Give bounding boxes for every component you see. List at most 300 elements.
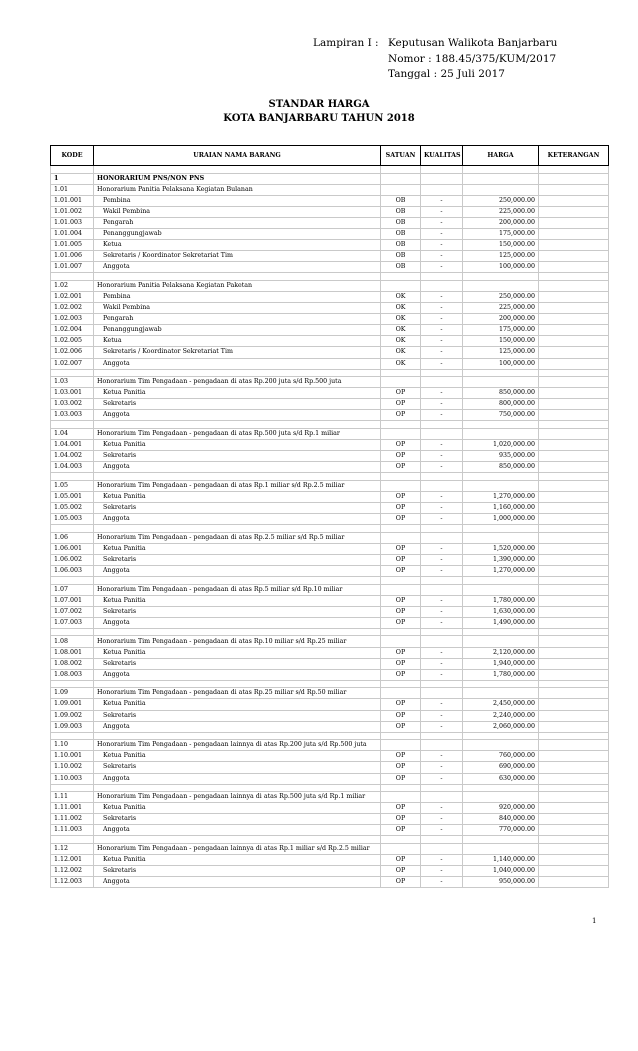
unit-cell: OB xyxy=(381,217,421,228)
price-cell: 770,000.00 xyxy=(463,825,539,836)
kode-cell: 1.02.001 xyxy=(51,291,94,302)
empty-cell xyxy=(463,836,539,844)
empty-cell xyxy=(94,166,381,174)
table-spacer-row xyxy=(51,628,609,636)
description-cell: Anggota xyxy=(94,773,381,784)
keterangan-cell xyxy=(539,314,609,325)
keterangan-cell xyxy=(539,855,609,866)
keterangan-cell xyxy=(539,451,609,462)
quality-cell: - xyxy=(421,325,463,336)
unit-cell xyxy=(381,584,421,595)
kode-cell: 1.04.001 xyxy=(51,440,94,451)
description-cell: Honorarium Tim Pengadaan - pengadaan di atas Rp.200 juta s/d Rp.500 juta xyxy=(94,377,381,388)
unit-cell: OP xyxy=(381,721,421,732)
price-cell: 100,000.00 xyxy=(463,262,539,273)
description-cell: HONORARIUM PNS/NON PNS xyxy=(94,173,381,184)
unit-cell: OP xyxy=(381,399,421,410)
kode-cell: 1.03.003 xyxy=(51,410,94,421)
empty-cell xyxy=(421,836,463,844)
table-row xyxy=(51,217,609,228)
description-cell: Ketua xyxy=(94,240,381,251)
price-cell: 750,000.00 xyxy=(463,410,539,421)
description-cell: Sekretaris xyxy=(94,710,381,721)
description-cell: Sekretaris xyxy=(94,814,381,825)
description-cell: Wakil Pembina xyxy=(94,303,381,314)
keterangan-cell xyxy=(539,710,609,721)
header-kualitas: KUALITAS xyxy=(421,146,463,166)
table-row xyxy=(51,554,609,565)
unit-cell: OP xyxy=(381,803,421,814)
unit-cell: OP xyxy=(381,462,421,473)
empty-cell xyxy=(539,628,609,636)
kode-cell: 1.10.003 xyxy=(51,773,94,784)
quality-cell: - xyxy=(421,710,463,721)
kode-cell: 1.12.001 xyxy=(51,855,94,866)
quality-cell xyxy=(421,636,463,647)
keterangan-cell xyxy=(539,184,609,195)
description-cell: Honorarium Tim Pengadaan - pengadaan di atas Rp.25 miliar s/d Rp.50 miliar xyxy=(94,688,381,699)
unit-cell: OB xyxy=(381,251,421,262)
empty-cell xyxy=(94,369,381,377)
table-row xyxy=(51,440,609,451)
description-cell: Ketua Panitia xyxy=(94,388,381,399)
quality-cell: - xyxy=(421,803,463,814)
kode-cell: 1.10.001 xyxy=(51,751,94,762)
keterangan-cell xyxy=(539,647,609,658)
empty-cell xyxy=(463,369,539,377)
description-cell: Honorarium Tim Pengadaan - pengadaan lainnya di atas Rp.1 miliar s/d Rp.2.5 miliar xyxy=(94,843,381,854)
price-cell: 150,000.00 xyxy=(463,336,539,347)
quality-cell: - xyxy=(421,606,463,617)
empty-cell xyxy=(381,784,421,792)
price-cell: 2,120,000.00 xyxy=(463,647,539,658)
price-cell xyxy=(463,688,539,699)
price-cell xyxy=(463,792,539,803)
table-row xyxy=(51,721,609,732)
quality-cell: - xyxy=(421,554,463,565)
description-cell: Honorarium Panitia Pelaksana Kegiatan Paketan xyxy=(94,280,381,291)
table-row xyxy=(51,491,609,502)
quality-cell: - xyxy=(421,877,463,888)
price-cell: 1,020,000.00 xyxy=(463,440,539,451)
description-cell: Ketua Panitia xyxy=(94,543,381,554)
quality-cell: - xyxy=(421,410,463,421)
unit-cell xyxy=(381,740,421,751)
keterangan-cell xyxy=(539,514,609,525)
kode-cell: 1.07.003 xyxy=(51,617,94,628)
quality-cell: - xyxy=(421,491,463,502)
empty-cell xyxy=(381,836,421,844)
kode-cell: 1.08.001 xyxy=(51,647,94,658)
description-cell: Wakil Pembina xyxy=(94,206,381,217)
keterangan-cell xyxy=(539,262,609,273)
kode-cell: 1.06.001 xyxy=(51,543,94,554)
kode-cell: 1.07.001 xyxy=(51,595,94,606)
price-cell: 2,450,000.00 xyxy=(463,699,539,710)
empty-cell xyxy=(539,784,609,792)
keterangan-cell xyxy=(539,173,609,184)
keterangan-cell xyxy=(539,543,609,554)
price-cell: 800,000.00 xyxy=(463,399,539,410)
description-cell: Ketua Panitia xyxy=(94,595,381,606)
kode-cell: 1.06.003 xyxy=(51,566,94,577)
empty-cell xyxy=(94,628,381,636)
keterangan-cell xyxy=(539,347,609,358)
empty-cell xyxy=(94,421,381,429)
empty-cell xyxy=(421,680,463,688)
empty-cell xyxy=(51,421,94,429)
empty-cell xyxy=(51,577,94,585)
table-row xyxy=(51,291,609,302)
description-cell: Sekretaris xyxy=(94,503,381,514)
kode-cell: 1.02.007 xyxy=(51,358,94,369)
price-cell: 2,240,000.00 xyxy=(463,710,539,721)
table-row xyxy=(51,462,609,473)
price-cell xyxy=(463,480,539,491)
price-cell: 850,000.00 xyxy=(463,462,539,473)
table-row xyxy=(51,606,609,617)
description-cell: Pengarah xyxy=(94,217,381,228)
table-row xyxy=(51,814,609,825)
keterangan-cell xyxy=(539,699,609,710)
document-title: STANDAR HARGA xyxy=(268,99,370,110)
unit-cell: OP xyxy=(381,440,421,451)
price-cell: 1,630,000.00 xyxy=(463,606,539,617)
unit-cell xyxy=(381,377,421,388)
unit-cell: OP xyxy=(381,388,421,399)
unit-cell: OP xyxy=(381,491,421,502)
group-header-row xyxy=(51,428,609,439)
kode-cell: 1.02 xyxy=(51,280,94,291)
description-cell: Anggota xyxy=(94,877,381,888)
quality-cell: - xyxy=(421,291,463,302)
kode-cell: 1.09 xyxy=(51,688,94,699)
empty-cell xyxy=(463,680,539,688)
lampiran-colon: : xyxy=(375,37,379,49)
table-spacer-row xyxy=(51,273,609,281)
unit-cell: OP xyxy=(381,710,421,721)
group-header-row xyxy=(51,377,609,388)
kode-cell: 1.10 xyxy=(51,740,94,751)
category-row xyxy=(51,173,609,184)
keterangan-cell xyxy=(539,606,609,617)
quality-cell xyxy=(421,480,463,491)
quality-cell: - xyxy=(421,751,463,762)
empty-cell xyxy=(51,473,94,481)
empty-cell xyxy=(463,166,539,174)
price-cell: 1,780,000.00 xyxy=(463,595,539,606)
lampiran-row xyxy=(313,36,557,52)
kode-cell: 1.01.001 xyxy=(51,195,94,206)
table-row xyxy=(51,658,609,669)
empty-cell xyxy=(463,273,539,281)
price-cell: 250,000.00 xyxy=(463,291,539,302)
description-cell: Pengarah xyxy=(94,314,381,325)
unit-cell: OB xyxy=(381,206,421,217)
quality-cell: - xyxy=(421,617,463,628)
table-row xyxy=(51,647,609,658)
price-cell: 175,000.00 xyxy=(463,228,539,239)
unit-cell: OP xyxy=(381,410,421,421)
kode-cell: 1.03.002 xyxy=(51,399,94,410)
kode-cell: 1.08.003 xyxy=(51,669,94,680)
keterangan-cell xyxy=(539,228,609,239)
price-cell: 935,000.00 xyxy=(463,451,539,462)
unit-cell: OP xyxy=(381,658,421,669)
description-cell: Sekretaris xyxy=(94,658,381,669)
description-cell: Sekretaris xyxy=(94,554,381,565)
lampiran-block xyxy=(313,36,557,83)
description-cell: Penanggungjawab xyxy=(94,325,381,336)
description-cell: Anggota xyxy=(94,262,381,273)
price-cell xyxy=(463,843,539,854)
nomor-row xyxy=(313,52,557,68)
quality-cell: - xyxy=(421,451,463,462)
keterangan-cell xyxy=(539,377,609,388)
empty-cell xyxy=(421,577,463,585)
table-spacer-row xyxy=(51,369,609,377)
table-row xyxy=(51,617,609,628)
group-header-row xyxy=(51,584,609,595)
description-cell: Honorarium Tim Pengadaan - pengadaan di atas Rp.500 juta s/d Rp.1 miliar xyxy=(94,428,381,439)
unit-cell: OP xyxy=(381,451,421,462)
description-cell: Ketua Panitia xyxy=(94,440,381,451)
description-cell: Honorarium Tim Pengadaan - pengadaan lainnya di atas Rp.500 juta s/d Rp.1 miliar xyxy=(94,792,381,803)
keterangan-cell xyxy=(539,217,609,228)
keterangan-cell xyxy=(539,721,609,732)
empty-cell xyxy=(463,577,539,585)
price-cell: 225,000.00 xyxy=(463,206,539,217)
empty-cell xyxy=(463,473,539,481)
quality-cell: - xyxy=(421,503,463,514)
keterangan-cell xyxy=(539,195,609,206)
quality-cell: - xyxy=(421,336,463,347)
quality-cell: - xyxy=(421,773,463,784)
header-keterangan: KETERANGAN xyxy=(539,146,609,166)
unit-cell: OP xyxy=(381,617,421,628)
empty-cell xyxy=(51,680,94,688)
table-row xyxy=(51,240,609,251)
kode-cell: 1.01.003 xyxy=(51,217,94,228)
description-cell: Anggota xyxy=(94,410,381,421)
empty-cell xyxy=(421,421,463,429)
kode-cell: 1.11.001 xyxy=(51,803,94,814)
kode-cell: 1 xyxy=(51,173,94,184)
description-cell: Honorarium Panitia Pelaksana Kegiatan Bulanan xyxy=(94,184,381,195)
unit-cell: OK xyxy=(381,358,421,369)
quality-cell xyxy=(421,280,463,291)
table-row xyxy=(51,762,609,773)
unit-cell xyxy=(381,532,421,543)
description-cell: Honorarium Tim Pengadaan - pengadaan di atas Rp.1 miliar s/d Rp.2.5 miliar xyxy=(94,480,381,491)
empty-cell xyxy=(421,732,463,740)
unit-cell: OP xyxy=(381,554,421,565)
quality-cell xyxy=(421,184,463,195)
group-header-row xyxy=(51,688,609,699)
kode-cell: 1.04.003 xyxy=(51,462,94,473)
unit-cell xyxy=(381,843,421,854)
table-row xyxy=(51,336,609,347)
empty-cell xyxy=(381,166,421,174)
empty-cell xyxy=(94,836,381,844)
keterangan-cell xyxy=(539,617,609,628)
quality-cell: - xyxy=(421,240,463,251)
description-cell: Sekretaris / Koordinator Sekretariat Tim xyxy=(94,347,381,358)
keterangan-cell xyxy=(539,566,609,577)
unit-cell: OK xyxy=(381,314,421,325)
quality-cell xyxy=(421,173,463,184)
quality-cell: - xyxy=(421,699,463,710)
keterangan-cell xyxy=(539,336,609,347)
quality-cell: - xyxy=(421,195,463,206)
kode-cell: 1.02.006 xyxy=(51,347,94,358)
kode-cell: 1.12.002 xyxy=(51,866,94,877)
price-cell: 250,000.00 xyxy=(463,195,539,206)
empty-cell xyxy=(94,732,381,740)
unit-cell: OP xyxy=(381,814,421,825)
kode-cell: 1.01.005 xyxy=(51,240,94,251)
empty-cell xyxy=(539,732,609,740)
kode-cell: 1.11.002 xyxy=(51,814,94,825)
price-cell xyxy=(463,636,539,647)
table-spacer-row xyxy=(51,836,609,844)
empty-cell xyxy=(51,369,94,377)
price-cell xyxy=(463,584,539,595)
kode-cell: 1.12 xyxy=(51,843,94,854)
quality-cell: - xyxy=(421,440,463,451)
description-cell: Anggota xyxy=(94,669,381,680)
empty-cell xyxy=(51,525,94,533)
header-kode: KODE xyxy=(51,146,94,166)
table-row xyxy=(51,347,609,358)
keterangan-cell xyxy=(539,803,609,814)
group-header-row xyxy=(51,636,609,647)
quality-cell: - xyxy=(421,595,463,606)
table-row xyxy=(51,803,609,814)
table-row xyxy=(51,877,609,888)
keterangan-cell xyxy=(539,388,609,399)
quality-cell: - xyxy=(421,228,463,239)
description-cell: Anggota xyxy=(94,721,381,732)
table-spacer-row xyxy=(51,166,609,174)
kode-cell: 1.09.003 xyxy=(51,721,94,732)
empty-cell xyxy=(421,369,463,377)
unit-cell xyxy=(381,688,421,699)
empty-cell xyxy=(463,525,539,533)
kode-cell: 1.03.001 xyxy=(51,388,94,399)
table-row xyxy=(51,503,609,514)
empty-cell xyxy=(51,628,94,636)
unit-cell: OP xyxy=(381,503,421,514)
quality-cell xyxy=(421,428,463,439)
price-cell: 100,000.00 xyxy=(463,358,539,369)
unit-cell xyxy=(381,792,421,803)
description-cell: Ketua Panitia xyxy=(94,803,381,814)
kode-cell: 1.03 xyxy=(51,377,94,388)
description-cell: Ketua Panitia xyxy=(94,855,381,866)
keterangan-cell xyxy=(539,428,609,439)
price-cell: 690,000.00 xyxy=(463,762,539,773)
price-cell xyxy=(463,184,539,195)
price-cell: 950,000.00 xyxy=(463,877,539,888)
unit-cell: OB xyxy=(381,228,421,239)
nomor-value: Nomor : 188.45/375/KUM/2017 xyxy=(388,52,557,65)
description-cell: Ketua Panitia xyxy=(94,751,381,762)
table-spacer-row xyxy=(51,525,609,533)
description-cell: Honorarium Tim Pengadaan - pengadaan di atas Rp.10 miliar s/d Rp.25 miliar xyxy=(94,636,381,647)
unit-cell: OP xyxy=(381,566,421,577)
unit-cell: OB xyxy=(381,240,421,251)
keterangan-cell xyxy=(539,325,609,336)
kode-cell: 1.01.004 xyxy=(51,228,94,239)
price-cell xyxy=(463,532,539,543)
table-row xyxy=(51,262,609,273)
quality-cell: - xyxy=(421,866,463,877)
description-cell: Sekretaris xyxy=(94,606,381,617)
kode-cell: 1.07.002 xyxy=(51,606,94,617)
empty-cell xyxy=(381,628,421,636)
description-cell: Ketua Panitia xyxy=(94,699,381,710)
empty-cell xyxy=(381,577,421,585)
empty-cell xyxy=(51,273,94,281)
price-cell: 850,000.00 xyxy=(463,388,539,399)
empty-cell xyxy=(94,273,381,281)
quality-cell: - xyxy=(421,825,463,836)
description-cell: Ketua Panitia xyxy=(94,647,381,658)
unit-cell: OP xyxy=(381,669,421,680)
empty-cell xyxy=(381,525,421,533)
price-cell: 1,390,000.00 xyxy=(463,554,539,565)
keterangan-cell xyxy=(539,843,609,854)
unit-cell: OK xyxy=(381,347,421,358)
keterangan-cell xyxy=(539,636,609,647)
price-cell xyxy=(463,173,539,184)
description-cell: Ketua Panitia xyxy=(94,491,381,502)
table-spacer-row xyxy=(51,732,609,740)
group-header-row xyxy=(51,480,609,491)
empty-cell xyxy=(51,732,94,740)
description-cell: Anggota xyxy=(94,566,381,577)
table-row xyxy=(51,855,609,866)
keterangan-cell xyxy=(539,240,609,251)
table-row xyxy=(51,751,609,762)
table-spacer-row xyxy=(51,577,609,585)
keterangan-cell xyxy=(539,503,609,514)
header-harga: HARGA xyxy=(463,146,539,166)
unit-cell: OP xyxy=(381,762,421,773)
lampiran-value: Keputusan Walikota Banjarbaru xyxy=(388,37,558,49)
quality-cell: - xyxy=(421,566,463,577)
price-table xyxy=(50,145,609,888)
empty-cell xyxy=(94,784,381,792)
table-spacer-row xyxy=(51,784,609,792)
price-cell: 840,000.00 xyxy=(463,814,539,825)
empty-cell xyxy=(381,680,421,688)
description-cell: Pembina xyxy=(94,291,381,302)
quality-cell xyxy=(421,843,463,854)
empty-cell xyxy=(539,577,609,585)
price-cell: 760,000.00 xyxy=(463,751,539,762)
price-cell: 1,490,000.00 xyxy=(463,617,539,628)
description-cell: Sekretaris xyxy=(94,451,381,462)
unit-cell: OP xyxy=(381,751,421,762)
kode-cell: 1.07 xyxy=(51,584,94,595)
price-cell: 630,000.00 xyxy=(463,773,539,784)
kode-cell: 1.08.002 xyxy=(51,658,94,669)
keterangan-cell xyxy=(539,669,609,680)
tanggal-label xyxy=(313,67,375,83)
table-row xyxy=(51,206,609,217)
